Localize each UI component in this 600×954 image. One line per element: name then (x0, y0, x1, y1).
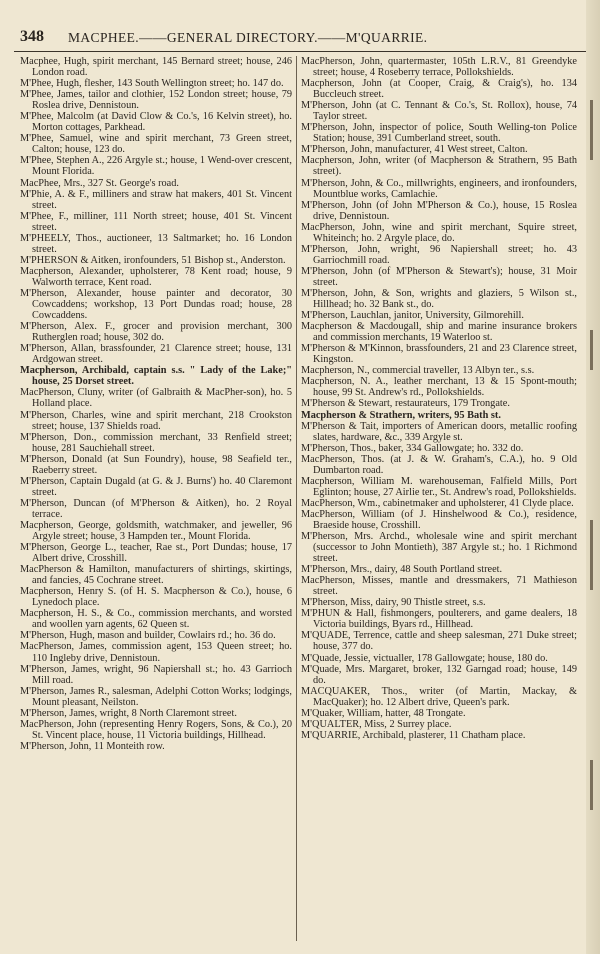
directory-entry: M'Phee, James, tailor and clothier, 152 London street; house, 79 Roslea drive, Dennistoun. (20, 89, 292, 112)
directory-entry: M'Pherson, James, wright, 8 North Claremont street. (20, 707, 237, 719)
directory-entry: MACQUAKER, Thos., writer (of Martin, Mackay, & MacQuaker); ho. 12 Albert drive, Queen's park. (301, 685, 577, 708)
directory-entry: M'Phee, Malcolm (at David Clow & Co.'s, 16 Kelvin street), ho. Morton cottages, Parkhead. (20, 111, 292, 134)
directory-entry: Macpherson, John, writer (of Macpherson & Strathern, 95 Bath street). (301, 155, 577, 178)
directory-entry: MacPherson, John, quartermaster, 105th L.R.V., 81 Greendyke street; house, 4 Roseberry terrace, Pollokshields. (301, 56, 577, 79)
column-divider (296, 56, 297, 941)
directory-entry: M'Pherson, George L., teacher, Rae st., Port Dundas; house, 17 Albert drive, Crosshill. (20, 542, 292, 565)
directory-entry: MacPherson, William (of J. Hinshelwood & Co.), residence, Braeside house, Crosshill. (301, 508, 577, 531)
directory-entry: M'Pherson, Miss, dairy, 90 Thistle street, s.s. (301, 597, 486, 609)
directory-entry: M'Pherson & M'Kinnon, brassfounders, 21 and 23 Clarence street, Kingston. (301, 343, 577, 366)
directory-entry: MacPherson, Wm., cabinetmaker and upholsterer, 41 Clyde place. (301, 497, 574, 509)
directory-entry: Macphee, Hugh, spirit merchant, 145 Bernard street; house, 246 London road. (20, 56, 292, 79)
directory-entry: M'Phee, Stephen A., 226 Argyle st.; house, 1 Wend-over crescent, Mount Florida. (20, 155, 292, 178)
directory-entry: M'Pherson, John, wright, 96 Napiershall street; ho. 43 Garriochmill road. (301, 243, 577, 266)
directory-entry: M'Pherson, John (of John M'Pherson & Co.), house, 15 Roslea drive, Dennistoun. (301, 199, 577, 222)
directory-entry: M'Pherson, Captain Dugald (at G. & J. Burns') ho. 40 Claremont street. (20, 475, 292, 498)
directory-entry: M'Pherson, Allan, brassfounder, 21 Clarence street; house, 131 Ardgowan street. (20, 343, 292, 366)
right-column (301, 56, 577, 741)
directory-entry: M'QUARRIE, Archibald, plasterer, 11 Chatham place. (301, 729, 526, 741)
directory-entry: M'Pherson, Hugh, mason and builder, Cowlairs rd.; ho. 36 do. (20, 630, 276, 642)
directory-entry: M'QUADE, Terrence, cattle and sheep salesman, 271 Duke street; house, 377 do. (301, 630, 577, 653)
directory-entry: M'Pherson, John, inspector of police, South Welling-ton Police Station; house, 391 Cumberland street, south. (301, 122, 577, 145)
header-rule (14, 51, 586, 52)
directory-entry: M'Pherson & Stewart, restaurateurs, 179 Trongate. (301, 398, 510, 410)
directory-entry: MacPherson & Hamilton, manufacturers of shirtings, skirtings, and fancies, 45 Cochrane street. (20, 564, 292, 587)
directory-entry: M'Pherson, Alexander, house painter and decorator, 30 Cowcaddens; workshop, 13 Port Dundas road; house, 28 Cowcaddens. (20, 287, 292, 322)
directory-entry: M'Pherson, Charles, wine and spirit merchant, 218 Crookston street; house, 137 Shields road. (20, 409, 292, 432)
directory-entry: M'Pherson, Donald (at Sun Foundry), house, 98 Seafield ter., Raeberry street. (20, 453, 292, 476)
directory-entry: Macpherson, H. S., & Co., commission merchants, and worsted and woollen yarn agents, 62 Queen st. (20, 608, 292, 631)
directory-entry: M'Phee, Samuel, wine and spirit merchant, 73 Green street, Calton; house, 123 do. (20, 133, 292, 156)
directory-entry: Macpherson, Archibald, captain s.s. " Lady of the Lake;" house, 25 Dorset street. (20, 365, 292, 388)
directory-entry: M'Pherson, Alex. F., grocer and provision merchant, 300 Rutherglen road; house, 302 do. (20, 321, 292, 344)
directory-entry: Macpherson & Strathern, writers, 95 Bath st. (301, 409, 501, 421)
directory-entry: M'Pherson, Thos., baker, 334 Gallowgate; ho. 332 do. (301, 442, 524, 454)
directory-entry: M'PHUN & Hall, fishmongers, poulterers, and game dealers, 18 Victoria buildings, Byars rd., Hillhead. (301, 608, 577, 631)
directory-entry: M'Pherson, John, manufacturer, 41 West street, Calton. (301, 144, 528, 156)
directory-entry: M'Pherson & Tait, importers of American doors, metallic roofing slates, hardware, &c., 339 Argyle st. (301, 420, 577, 443)
directory-entry: MacPherson, John, wine and spirit merchant, Squire street, Whiteinch; ho. 2 Argyle place, do. (301, 221, 577, 244)
left-column (20, 56, 292, 752)
directory-entry: Macpherson, N. A., leather merchant, 13 & 15 Spont-mouth; house, 99 St. Andrew's rd., Pollokshields. (301, 376, 577, 399)
directory-entry: MacPherson, Thos. (at J. & W. Graham's, C.A.), ho. 9 Old Dumbarton road. (301, 453, 577, 476)
directory-entry: Macpherson & Macdougall, ship and marine insurance brokers and commission merchants, 19 Waterloo st. (301, 321, 577, 344)
page-header (10, 28, 585, 48)
page-gutter (586, 0, 600, 954)
directory-entry: M'Pherson, Mrs., dairy, 48 South Portland street. (301, 564, 503, 576)
directory-entry: MacPhee, Mrs., 327 St. George's road. (20, 177, 179, 189)
directory-entry: M'Pherson, John, & Co., millwrights, engineers, and ironfounders, Mountblue works, Camlachie. (301, 177, 577, 200)
directory-entry: Macpherson, William M. warehouseman, Falfield Mills, Port Eglinton; house, 27 Airlie ter., St. Andrew's road, Pollokshields. (301, 475, 577, 498)
directory-entry: Macpherson, N., commercial traveller, 13 Albyn ter., s.s. (301, 365, 535, 377)
page-number: 348 (20, 28, 44, 45)
directory-entry: MacPherson, Cluny, writer (of Galbraith & MacPher-son), ho. 5 Holland place. (20, 387, 292, 410)
directory-entry: M'Pherson, James R., salesman, Adelphi Cotton Works; lodgings, Mount pleasant, Neilston. (20, 685, 292, 708)
directory-entry: M'Pherson, John, 11 Monteith row. (20, 740, 165, 752)
directory-entry: MacPherson, John (representing Henry Rogers, Sons, & Co.), 20 St. Vincent place, house, 11 Victoria buildings, Hillhead. (20, 718, 292, 741)
directory-entry: M'Quaker, William, hatter, 48 Trongate. (301, 707, 466, 719)
directory-entry: M'Phie, A. & F., milliners and straw hat makers, 401 St. Vincent street. (20, 188, 292, 211)
directory-entry: M'PHERSON & Aitken, ironfounders, 51 Bishop st., Anderston. (20, 254, 286, 266)
directory-entry: Macpherson, George, goldsmith, watchmaker, and jeweller, 96 Argyle street; house, 3 Hampden ter., Mount Florida. (20, 519, 292, 543)
directory-entry: M'Quade, Mrs. Margaret, broker, 132 Garngad road; house, 149 do. (301, 663, 577, 686)
directory-entry: M'Pherson, Mrs. Archd., wholesale wine and spirit merchant (successor to John Montieth), 387 Argyle st.; ho. 1 Richmond street. (301, 531, 577, 565)
directory-entry: M'Quade, Jessie, victualler, 178 Gallowgate; house, 180 do. (301, 652, 548, 664)
directory-entry: Macpherson, John (at Cooper, Craig, & Craig's), ho. 134 Buccleuch street. (301, 78, 577, 101)
directory-entry: M'Pherson, Lauchlan, janitor, University, Gilmorehill. (301, 310, 524, 322)
directory-entry: M'QUALTER, Miss, 2 Surrey place. (301, 718, 452, 730)
directory-entry: M'Pherson, John, & Son, wrights and glaziers, 5 Wilson st., Hillhead; ho. 32 Bank st., do. (301, 287, 577, 311)
directory-entry: M'Phee, F., milliner, 111 North street; house, 401 St. Vincent street. (20, 210, 292, 233)
directory-entry: Macpherson, Alexander, upholsterer, 78 Kent road; house, 9 Walworth terrace, Kent road. (20, 265, 292, 288)
directory-entry: Macpherson, Henry S. (of H. S. Macpherson & Co.), house, 6 Lynedoch place. (20, 586, 292, 609)
running-title: MACPHEE.——GENERAL DIRECTORY.——M'QUARRIE. (68, 30, 428, 45)
directory-entry: M'PHEELY, Thos., auctioneer, 13 Saltmarket; ho. 16 London street. (20, 232, 292, 255)
directory-entry: M'Pherson, John (of M'Pherson & Stewart's); house, 31 Moir street. (301, 265, 577, 288)
directory-entry: MacPherson, Misses, mantle and dressmakers, 71 Mathieson street. (301, 575, 577, 598)
directory-entry: M'Pherson, Don., commission merchant, 33 Renfield street; house, 281 Sauchiehall street. (20, 431, 292, 454)
directory-entry: M'Pherson, John (at C. Tennant & Co.'s, St. Rollox), house, 74 Taylor street. (301, 100, 577, 123)
directory-entry: M'Pherson, James, wright, 96 Napiershall st.; ho. 43 Garrioch Mill road. (20, 663, 292, 686)
directory-entry: M'Phee, Hugh, flesher, 143 South Wellington street; ho. 147 do. (20, 78, 284, 90)
directory-entry: M'Pherson, Duncan (of M'Pherson & Aitken), ho. 2 Royal terrace. (20, 497, 292, 520)
directory-entry: MacPherson, James, commission agent, 153 Queen street; ho. 110 Ingleby drive, Dennistoun. (20, 641, 292, 664)
